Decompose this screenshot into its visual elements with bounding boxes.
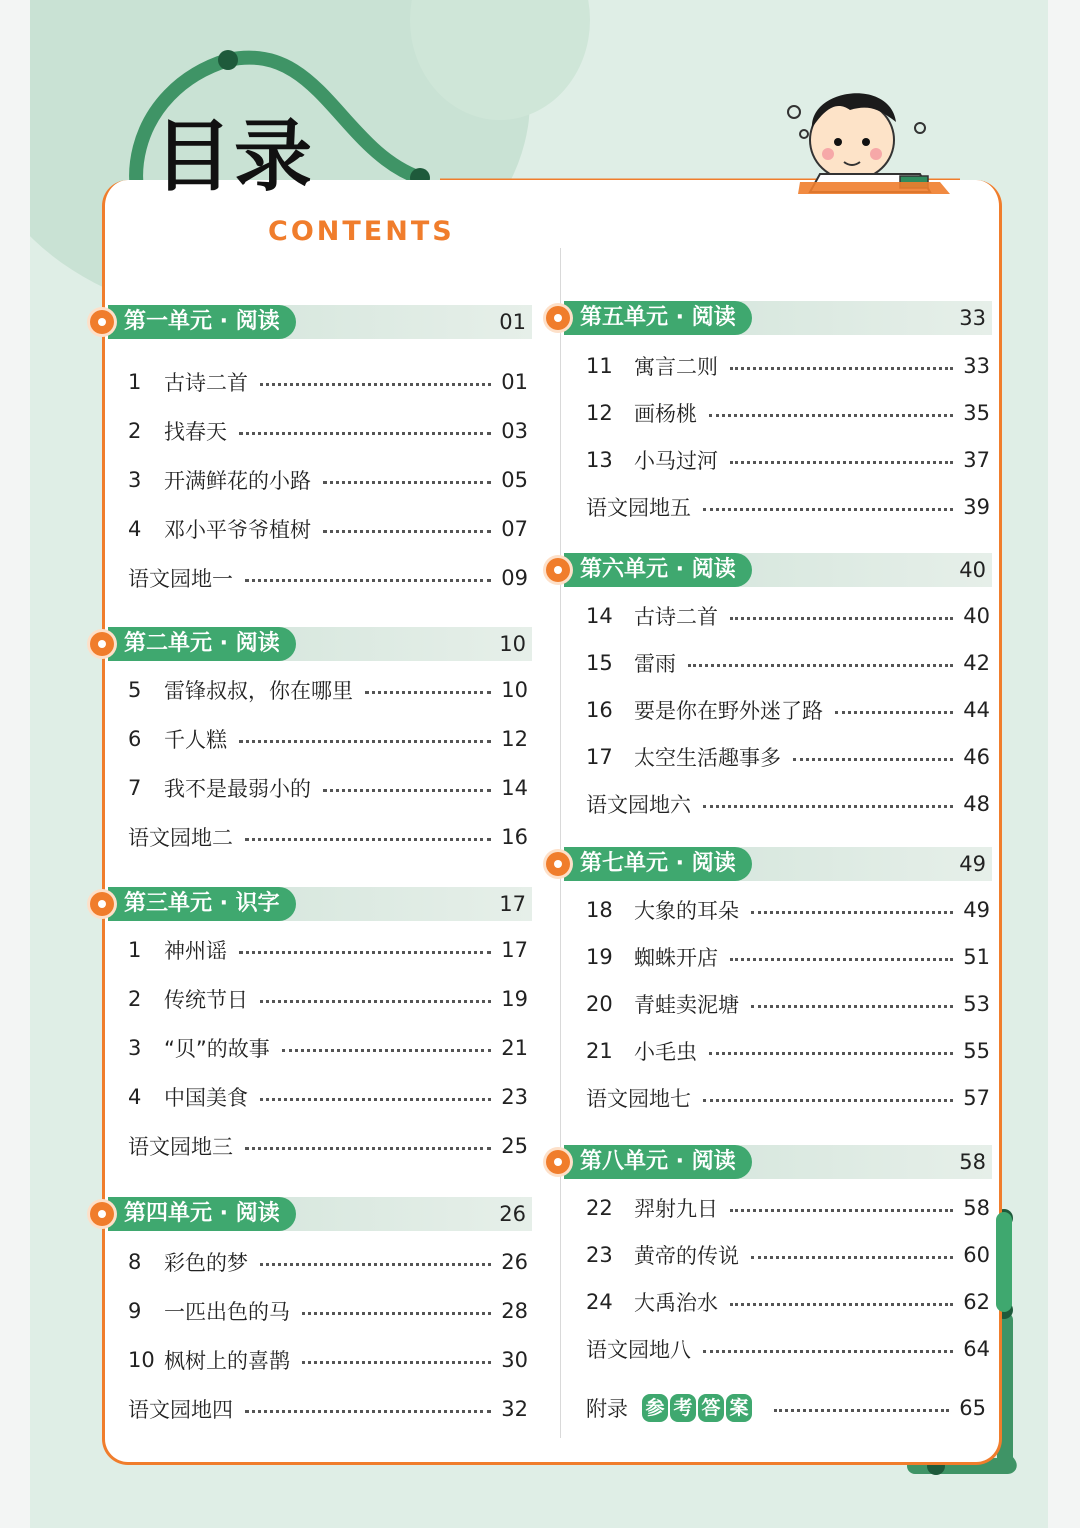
lesson-page: 60 xyxy=(963,1243,990,1267)
dot-leader xyxy=(323,481,491,484)
unit-title: 第四单元 · 阅读 xyxy=(108,1197,296,1231)
lesson-entry[interactable] xyxy=(586,989,990,1019)
unit-page: 01 xyxy=(499,310,526,334)
unit-page: 33 xyxy=(959,306,986,330)
unit-page: 17 xyxy=(499,892,526,916)
lesson-title: 雷锋叔叔，你在哪里 xyxy=(164,679,353,703)
unit-page: 58 xyxy=(959,1150,986,1174)
lesson-title: 神州谣 xyxy=(164,939,227,963)
lesson-page: 46 xyxy=(963,745,990,769)
dot-leader xyxy=(793,758,953,761)
lesson-page: 01 xyxy=(501,370,528,394)
unit-title: 第二单元 · 阅读 xyxy=(108,627,296,661)
lesson-page: 53 xyxy=(963,992,990,1016)
lesson-page: 62 xyxy=(963,1290,990,1314)
lesson-number: 21 xyxy=(586,1039,613,1063)
lesson-title: 语文园地一 xyxy=(128,567,233,591)
lesson-title: 大象的耳朵 xyxy=(634,899,739,923)
appendix-entry[interactable] xyxy=(586,1393,986,1423)
lesson-title: 语文园地六 xyxy=(586,793,691,817)
badge-char: 答 xyxy=(698,1394,724,1422)
unit-header[interactable] xyxy=(100,627,532,661)
lesson-title: 太空生活趣事多 xyxy=(634,746,781,770)
lesson-entry[interactable] xyxy=(128,1296,528,1326)
lesson-title: 邓小平爷爷植树 xyxy=(164,518,311,542)
lesson-title: 开满鲜花的小路 xyxy=(164,469,311,493)
lesson-page: 23 xyxy=(501,1085,528,1109)
column-divider xyxy=(560,248,561,1438)
dot-leader xyxy=(260,1098,491,1101)
dot-leader xyxy=(239,432,491,435)
unit-bullet-icon xyxy=(90,632,114,656)
lesson-entry[interactable] xyxy=(586,601,990,631)
unit-title: 第五单元 · 阅读 xyxy=(564,301,752,335)
lesson-number: 24 xyxy=(586,1290,613,1314)
unit-header[interactable] xyxy=(556,1145,992,1179)
lesson-title: 我不是最弱小的 xyxy=(164,777,311,801)
lesson-entry[interactable] xyxy=(128,773,528,803)
lesson-number: 1 xyxy=(128,938,142,962)
lesson-title: 枫树上的喜鹊 xyxy=(164,1349,290,1373)
lesson-title: 语文园地二 xyxy=(128,826,233,850)
dot-leader xyxy=(703,805,953,808)
dot-leader xyxy=(245,838,491,841)
lesson-title: 雷雨 xyxy=(634,652,676,676)
unit-title: 第六单元 · 阅读 xyxy=(564,553,752,587)
unit-bullet-icon xyxy=(90,892,114,916)
lesson-title: 小毛虫 xyxy=(634,1040,697,1064)
unit-bullet-icon xyxy=(546,558,570,582)
dot-leader xyxy=(730,1209,953,1212)
unit-bullet-icon xyxy=(90,1202,114,1226)
lesson-number: 10 xyxy=(128,1348,155,1372)
lesson-page: 44 xyxy=(963,698,990,722)
side-tab xyxy=(996,1212,1012,1312)
lesson-title: 语文园地四 xyxy=(128,1398,233,1422)
lesson-number: 16 xyxy=(586,698,613,722)
lesson-title: 大禹治水 xyxy=(634,1291,718,1315)
lesson-page: 42 xyxy=(963,651,990,675)
lesson-title: 青蛙卖泥塘 xyxy=(634,993,739,1017)
badge-char: 案 xyxy=(726,1394,752,1422)
lesson-title: 要是你在野外迷了路 xyxy=(634,699,823,723)
lesson-title: 语文园地三 xyxy=(128,1135,233,1159)
dot-leader xyxy=(260,383,491,386)
lesson-entry[interactable] xyxy=(128,675,528,705)
lesson-entry[interactable] xyxy=(586,445,990,475)
lesson-number: 4 xyxy=(128,517,142,541)
dot-leader xyxy=(245,1410,491,1413)
dot-leader xyxy=(751,911,953,914)
lesson-entry[interactable] xyxy=(128,1345,528,1375)
lesson-page: 16 xyxy=(501,825,528,849)
unit-bullet-icon xyxy=(90,310,114,334)
unit-header[interactable] xyxy=(100,887,532,921)
badge-char: 参 xyxy=(642,1394,668,1422)
lesson-title: “贝”的故事 xyxy=(164,1037,270,1061)
lesson-entry[interactable] xyxy=(128,724,528,754)
lesson-page: 12 xyxy=(501,727,528,751)
lesson-number: 7 xyxy=(128,776,142,800)
dot-leader xyxy=(730,461,953,464)
lesson-page: 19 xyxy=(501,987,528,1011)
dot-leader xyxy=(774,1409,949,1412)
lesson-title: 小马过河 xyxy=(634,449,718,473)
lesson-title: 千人糕 xyxy=(164,728,227,752)
dot-leader xyxy=(365,691,491,694)
dot-leader xyxy=(239,951,491,954)
lesson-title: 中国美食 xyxy=(164,1086,248,1110)
unit-header[interactable] xyxy=(556,553,992,587)
lesson-page: 14 xyxy=(501,776,528,800)
unit-page: 49 xyxy=(959,852,986,876)
lesson-number: 11 xyxy=(586,354,613,378)
lesson-number: 1 xyxy=(128,370,142,394)
lesson-entry[interactable] xyxy=(586,398,990,428)
lesson-title: 一匹出色的马 xyxy=(164,1300,290,1324)
lesson-number: 6 xyxy=(128,727,142,751)
lesson-number: 2 xyxy=(128,419,142,443)
lesson-page: 64 xyxy=(963,1337,990,1361)
appendix-label: 附录 xyxy=(586,1397,628,1421)
lesson-number: 5 xyxy=(128,678,142,702)
unit-bullet-icon xyxy=(546,1150,570,1174)
lesson-page: 57 xyxy=(963,1086,990,1110)
lesson-entry[interactable] xyxy=(586,695,990,725)
lesson-entry[interactable] xyxy=(586,895,990,925)
lesson-page: 51 xyxy=(963,945,990,969)
lesson-number: 9 xyxy=(128,1299,142,1323)
lesson-page: 28 xyxy=(501,1299,528,1323)
lesson-number: 22 xyxy=(586,1196,613,1220)
lesson-page: 10 xyxy=(501,678,528,702)
reading-boy-illustration xyxy=(780,70,960,200)
dot-leader xyxy=(730,367,953,370)
dot-leader xyxy=(709,1052,953,1055)
dot-leader xyxy=(709,414,953,417)
review-entry[interactable] xyxy=(128,563,528,593)
lesson-entry[interactable] xyxy=(586,648,990,678)
dot-leader xyxy=(302,1312,491,1315)
lesson-page: 25 xyxy=(501,1134,528,1158)
dot-leader xyxy=(245,1147,491,1150)
lesson-page: 30 xyxy=(501,1348,528,1372)
badge-char: 考 xyxy=(670,1394,696,1422)
unit-title: 第七单元 · 阅读 xyxy=(564,847,752,881)
lesson-number: 8 xyxy=(128,1250,142,1274)
lesson-number: 2 xyxy=(128,987,142,1011)
lesson-title: 语文园地八 xyxy=(586,1338,691,1362)
unit-title: 第一单元 · 阅读 xyxy=(108,305,296,339)
lesson-page: 33 xyxy=(963,354,990,378)
lesson-number: 18 xyxy=(586,898,613,922)
lesson-title: 古诗二首 xyxy=(164,371,248,395)
dot-leader xyxy=(703,1099,953,1102)
dot-leader xyxy=(323,530,491,533)
lesson-page: 09 xyxy=(501,566,528,590)
lesson-number: 14 xyxy=(586,604,613,628)
unit-header[interactable] xyxy=(556,301,992,335)
lesson-entry[interactable] xyxy=(586,1287,990,1317)
unit-page: 40 xyxy=(959,558,986,582)
unit-title: 第三单元 · 识字 xyxy=(108,887,296,921)
lesson-title: 蜘蛛开店 xyxy=(634,946,718,970)
dot-leader xyxy=(260,1000,491,1003)
unit-title: 第八单元 · 阅读 xyxy=(564,1145,752,1179)
lesson-entry[interactable] xyxy=(128,935,528,965)
lesson-title: 彩色的梦 xyxy=(164,1251,248,1275)
unit-page: 26 xyxy=(499,1202,526,1226)
lesson-page: 37 xyxy=(963,448,990,472)
review-entry[interactable] xyxy=(586,789,990,819)
appendix-page: 65 xyxy=(959,1396,986,1420)
review-entry[interactable] xyxy=(128,1131,528,1161)
lesson-page: 21 xyxy=(501,1036,528,1060)
lesson-number: 17 xyxy=(586,745,613,769)
lesson-entry[interactable] xyxy=(128,465,528,495)
review-entry[interactable] xyxy=(586,492,990,522)
lesson-entry[interactable] xyxy=(586,942,990,972)
lesson-title: 寓言二则 xyxy=(634,355,718,379)
answer-key-badge xyxy=(642,1394,752,1422)
lesson-number: 19 xyxy=(586,945,613,969)
lesson-page: 05 xyxy=(501,468,528,492)
lesson-number: 3 xyxy=(128,468,142,492)
lesson-title: 黄帝的传说 xyxy=(634,1244,739,1268)
lesson-entry[interactable] xyxy=(586,1240,990,1270)
lesson-page: 39 xyxy=(963,495,990,519)
lesson-entry[interactable] xyxy=(586,351,990,381)
dot-leader xyxy=(323,789,491,792)
lesson-entry[interactable] xyxy=(128,1082,528,1112)
lesson-entry[interactable] xyxy=(128,416,528,446)
lesson-page: 07 xyxy=(501,517,528,541)
lesson-entry[interactable] xyxy=(128,1247,528,1277)
lesson-page: 03 xyxy=(501,419,528,443)
lesson-number: 4 xyxy=(128,1085,142,1109)
review-entry[interactable] xyxy=(586,1334,990,1364)
lesson-entry[interactable] xyxy=(586,1193,990,1223)
dot-leader xyxy=(239,740,491,743)
lesson-title: 找春天 xyxy=(164,420,227,444)
lesson-title: 画杨桃 xyxy=(634,402,697,426)
unit-page: 10 xyxy=(499,632,526,656)
dot-leader xyxy=(282,1049,492,1052)
dot-leader xyxy=(688,664,953,667)
lesson-entry[interactable] xyxy=(586,742,990,772)
dot-leader xyxy=(730,958,953,961)
lesson-title: 传统节日 xyxy=(164,988,248,1012)
page-subtitle: CONTENTS xyxy=(268,216,455,247)
unit-bullet-icon xyxy=(546,306,570,330)
lesson-title: 语文园地五 xyxy=(586,496,691,520)
dot-leader xyxy=(703,508,953,511)
dot-leader xyxy=(245,579,491,582)
lesson-entry[interactable] xyxy=(128,1033,528,1063)
review-entry[interactable] xyxy=(586,1083,990,1113)
lesson-entry[interactable] xyxy=(128,367,528,397)
lesson-number: 3 xyxy=(128,1036,142,1060)
lesson-page: 58 xyxy=(963,1196,990,1220)
dot-leader xyxy=(260,1263,491,1266)
lesson-page: 32 xyxy=(501,1397,528,1421)
unit-bullet-icon xyxy=(546,852,570,876)
lesson-title: 古诗二首 xyxy=(634,605,718,629)
lesson-number: 12 xyxy=(586,401,613,425)
dot-leader xyxy=(730,1303,953,1306)
lesson-number: 23 xyxy=(586,1243,613,1267)
lesson-page: 17 xyxy=(501,938,528,962)
page-title: 目录 xyxy=(154,112,315,202)
review-entry[interactable] xyxy=(128,1394,528,1424)
lesson-page: 40 xyxy=(963,604,990,628)
lesson-entry[interactable] xyxy=(128,984,528,1014)
lesson-number: 13 xyxy=(586,448,613,472)
lesson-title: 语文园地七 xyxy=(586,1087,691,1111)
dot-leader xyxy=(751,1005,953,1008)
dot-leader xyxy=(835,711,953,714)
lesson-title: 羿射九日 xyxy=(634,1197,718,1221)
unit-header[interactable] xyxy=(100,305,532,339)
unit-header[interactable] xyxy=(100,1197,532,1231)
dot-leader xyxy=(730,617,953,620)
lesson-number: 15 xyxy=(586,651,613,675)
lesson-page: 49 xyxy=(963,898,990,922)
lesson-entry[interactable] xyxy=(128,514,528,544)
lesson-page: 48 xyxy=(963,792,990,816)
review-entry[interactable] xyxy=(128,822,528,852)
dot-leader xyxy=(302,1361,491,1364)
lesson-page: 26 xyxy=(501,1250,528,1274)
lesson-page: 55 xyxy=(963,1039,990,1063)
unit-header[interactable] xyxy=(556,847,992,881)
lesson-page: 35 xyxy=(963,401,990,425)
dot-leader xyxy=(751,1256,953,1259)
lesson-entry[interactable] xyxy=(586,1036,990,1066)
dot-leader xyxy=(703,1350,953,1353)
lesson-number: 20 xyxy=(586,992,613,1016)
